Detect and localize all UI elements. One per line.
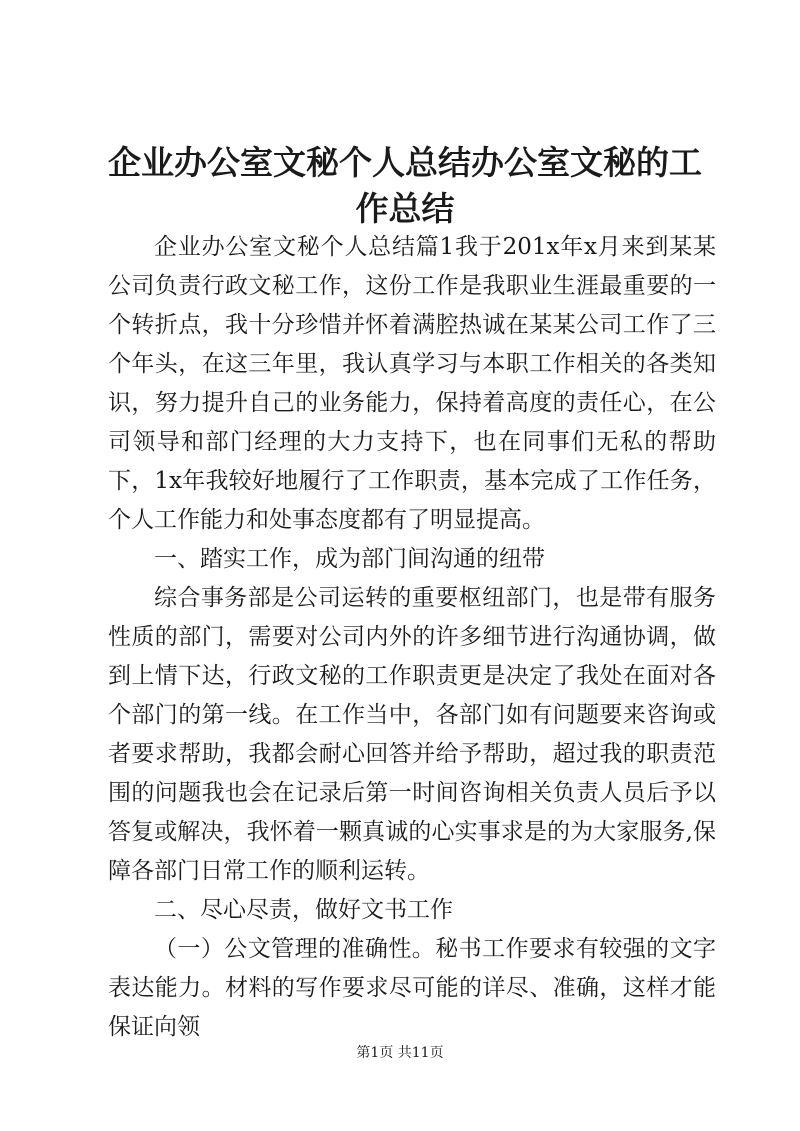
paragraph-section-2: （一）公文管理的准确性。秘书工作要求有较强的文字表达能力。材料的写作要求尽可能的详尽、准确，这样才能保证向领 <box>108 936 716 1040</box>
section-heading-2: 二、尽心尽责，做好文书工作 <box>154 897 453 923</box>
paragraph-intro: 企业办公室文秘个人总结篇1我于201x年x月来到某某公司负责行政文秘工作，这份工作是我职业生涯最重要的一个转折点，我十分珍惜并怀着满腔热诚在某某公司工作了三个年头，在这三年里，我认真学习与本职工作相关的各类知识，努力提升自己的业务能力，保持着高度的责任心，在公司领导和部门经理的大力支持下，也在同事们无私的帮助下，1x年我较好地履行了工作职责，基本完成了工作任务，个人工作能力和处事态度都有了明显提高。 <box>108 234 716 533</box>
page-footer: 第1页 共11页 <box>356 1045 444 1061</box>
section-heading-1: 一、踏实工作，成为部门间沟通的纽带 <box>154 546 545 572</box>
paragraph-section-1: 综合事务部是公司运转的重要枢纽部门，也是带有服务性质的部门，需要对公司内外的许多细节进行沟通协调，做到上情下达，行政文秘的工作职责更是决定了我处在面对各个部门的第一线。在工作当中，各部门如有问题要来咨询或者要求帮助，我都会耐心回答并给予帮助，超过我的职责范围的问题我也会在记录后第一时间咨询相关负责人员后予以答复或解决，我怀着一颗真诚的心实事求是的为大家服务,保障各部门日常工作的顺利运转。 <box>108 585 716 884</box>
document-body <box>108 228 716 1047</box>
document-title: 企业办公室文秘个人总结办公室文秘的工作总结 <box>108 143 702 228</box>
